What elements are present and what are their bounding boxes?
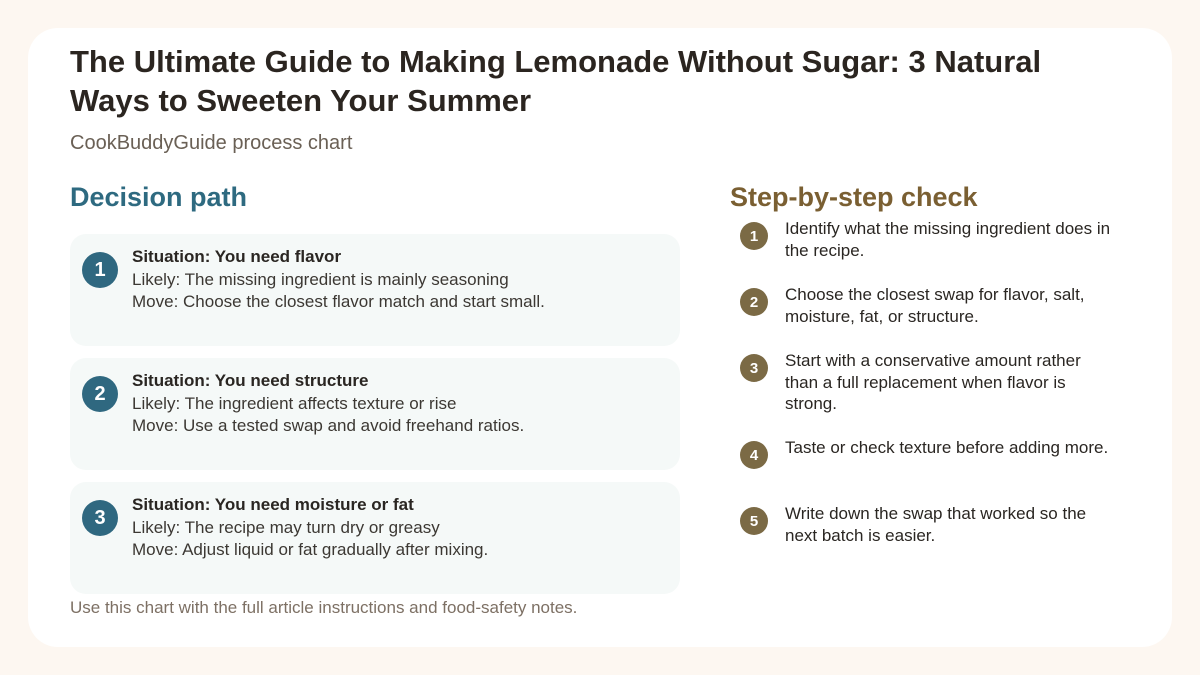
footnote: Use this chart with the full article instructions and food-safety notes.	[70, 598, 578, 617]
step-number-badge: 2	[740, 288, 768, 316]
decision-move: Move: Use a tested swap and avoid freehand ratios.	[132, 416, 525, 435]
decision-situation: Situation: You need moisture or fat	[132, 495, 414, 514]
step-text: Start with a conservative amount rather than a full replacement when flavor is strong.	[785, 351, 1081, 413]
decision-card-2	[70, 358, 680, 470]
decision-situation: Situation: You need structure	[132, 371, 369, 390]
decision-move: Move: Adjust liquid or fat gradually after mixing.	[132, 540, 489, 559]
decision-card-text	[132, 246, 668, 314]
page-subtitle: CookBuddyGuide process chart	[70, 132, 353, 154]
step-number-badge: 1	[740, 222, 768, 250]
step-number-badge: 5	[740, 507, 768, 535]
steps-heading: Step-by-step check	[730, 182, 978, 212]
step-number-badge: 4	[740, 441, 768, 469]
decision-card-text	[132, 370, 668, 438]
decision-path-heading: Decision path	[70, 182, 248, 212]
chart-card	[28, 28, 1172, 647]
decision-number-badge: 2	[82, 376, 118, 412]
page-title: The Ultimate Guide to Making Lemonade Without Sugar: 3 Natural Ways to Sweeten Your Summer	[70, 44, 1042, 118]
decision-situation: Situation: You need flavor	[132, 247, 342, 266]
step-text: Write down the swap that worked so the next batch is easier.	[785, 504, 1087, 545]
decision-likely: Likely: The recipe may turn dry or greasy	[132, 517, 440, 537]
step-text: Choose the closest swap for flavor, salt, moisture, fat, or structure.	[785, 285, 1085, 326]
decision-card-3	[70, 482, 680, 594]
decision-number-badge: 1	[82, 252, 118, 288]
decision-card-1	[70, 234, 680, 346]
step-text: Taste or check texture before adding more.	[785, 438, 1109, 457]
decision-number-badge: 3	[82, 500, 118, 536]
decision-likely: Likely: The missing ingredient is mainly seasoning	[132, 269, 509, 289]
step-number-badge: 3	[740, 354, 768, 382]
decision-likely: Likely: The ingredient affects texture or rise	[132, 393, 457, 413]
decision-move: Move: Choose the closest flavor match and start small.	[132, 292, 545, 311]
decision-card-text	[132, 494, 668, 562]
step-text: Identify what the missing ingredient does in the recipe.	[785, 219, 1111, 260]
